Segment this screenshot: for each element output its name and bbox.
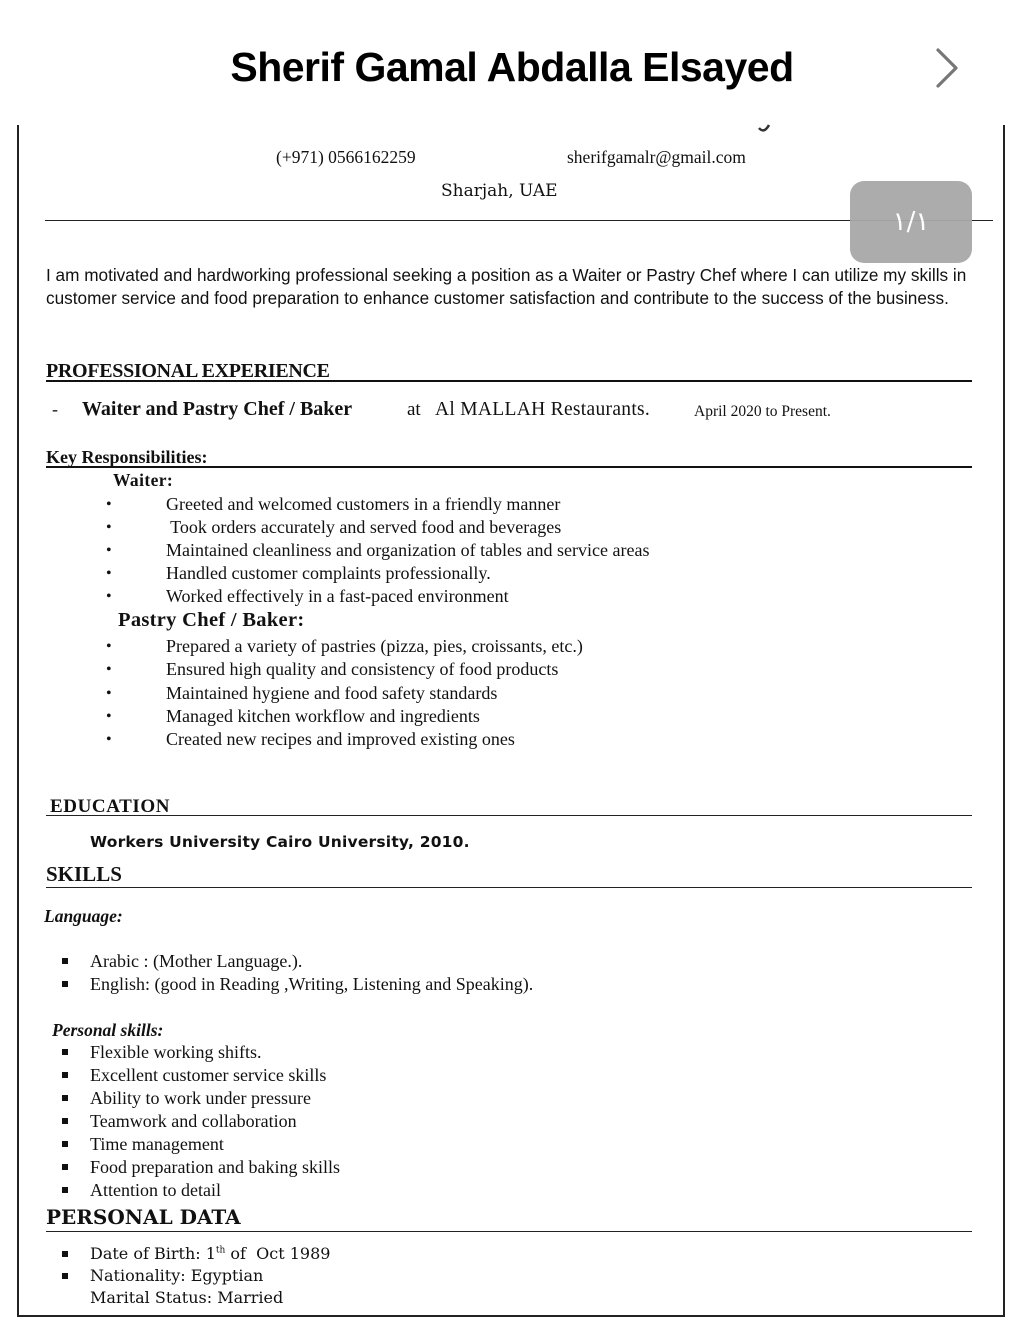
language-item: English: (good in Reading ,Writing, Listening and Speaking). xyxy=(90,974,534,994)
bullet: • xyxy=(106,685,112,702)
personal-skill-item: Flexible working shifts. xyxy=(90,1042,262,1062)
personal-skill-item: Teamwork and collaboration xyxy=(90,1111,297,1131)
responsibilities-heading: Key Responsibilities: xyxy=(46,447,208,467)
contact-email: sherifgamalr@gmail.com xyxy=(567,147,746,167)
personal-data-rule xyxy=(46,1231,972,1232)
cropped-glyph-icon xyxy=(756,124,772,134)
pastry-label: Pastry Chef / Baker: xyxy=(118,609,305,631)
personal-skill-item: Food preparation and baking skills xyxy=(90,1157,340,1177)
marital-status: Marital Status: Married xyxy=(90,1288,284,1307)
square-bullet xyxy=(62,1141,68,1147)
waiter-item: Handled customer complaints professionally. xyxy=(166,563,491,583)
personal-skill-item: Attention to detail xyxy=(90,1180,221,1200)
experience-company: Al MALLAH Restaurants. xyxy=(435,399,651,420)
personal-data-heading: PERSONAL DATA xyxy=(46,1205,241,1229)
document-title: Sherif Gamal Abdalla Elsayed xyxy=(230,44,794,90)
square-bullet xyxy=(62,1273,68,1279)
bullet: • xyxy=(106,731,112,748)
personal-skill-item: Excellent customer service skills xyxy=(90,1065,327,1085)
bullet: • xyxy=(106,708,112,725)
square-bullet xyxy=(62,1187,68,1193)
experience-heading: PROFESSIONAL EXPERIENCE xyxy=(46,360,330,382)
education-entry: Workers University Cairo University, 2010. xyxy=(90,833,470,851)
bullet: • xyxy=(106,496,112,513)
experience-period: April 2020 to Present. xyxy=(694,403,831,420)
page-indicator: ١/١ xyxy=(850,181,972,263)
waiter-item: Greeted and welcomed customers in a friendly manner xyxy=(166,494,561,514)
chevron-right-icon[interactable] xyxy=(926,44,966,92)
app-header xyxy=(0,0,1024,125)
date-of-birth xyxy=(90,1244,330,1263)
square-bullet xyxy=(62,1118,68,1124)
pastry-item: Managed kitchen workflow and ingredients xyxy=(166,706,480,726)
education-heading: EDUCATION xyxy=(50,796,171,817)
square-bullet xyxy=(62,1095,68,1101)
bullet: • xyxy=(106,661,112,678)
dob-prefix: Date of Birth: 1 xyxy=(90,1244,216,1263)
personal-skill-item: Time management xyxy=(90,1134,224,1154)
waiter-item: Worked effectively in a fast-paced environment xyxy=(166,586,509,606)
waiter-label: Waiter: xyxy=(113,470,174,490)
contact-phone: (+971) 0566162259 xyxy=(276,147,416,167)
bullet: • xyxy=(106,588,112,605)
personal-skill-item: Ability to work under pressure xyxy=(90,1088,311,1108)
skills-rule xyxy=(46,887,972,888)
square-bullet xyxy=(62,1164,68,1170)
waiter-item: Took orders accurately and served food and beverages xyxy=(166,517,562,537)
pastry-item: Created new recipes and improved existing ones xyxy=(166,729,515,749)
pastry-item: Maintained hygiene and food safety standards xyxy=(166,683,498,703)
summary-text: I am motivated and hardworking professional seeking a position as a Waiter or Pastry Chef where I can utilize my skills in customer service and food preparation to enhance customer satisfaction and contribute to the success of the business. xyxy=(46,265,967,308)
square-bullet xyxy=(62,958,68,964)
pastry-item: Ensured high quality and consistency of food products xyxy=(166,659,559,679)
experience-rule xyxy=(46,380,972,382)
skills-heading: SKILLS xyxy=(46,862,122,886)
bullet: • xyxy=(106,565,112,582)
personal-skills-label: Personal skills: xyxy=(52,1020,164,1040)
waiter-item: Maintained cleanliness and organization of tables and service areas xyxy=(166,540,650,560)
dob-suffix-sup: th xyxy=(215,1245,226,1256)
square-bullet xyxy=(62,1251,68,1257)
bullet: • xyxy=(106,542,112,559)
language-label: Language: xyxy=(44,906,123,926)
language-item: Arabic : (Mother Language.). xyxy=(90,951,303,971)
pastry-item: Prepared a variety of pastries (pizza, pies, croissants, etc.) xyxy=(166,636,583,656)
dob-suffix: of Oct 1989 xyxy=(225,1244,331,1263)
education-rule xyxy=(46,815,972,816)
square-bullet xyxy=(62,1049,68,1055)
square-bullet xyxy=(62,981,68,987)
bullet: • xyxy=(106,638,112,655)
experience-dash: - xyxy=(52,399,58,419)
square-bullet xyxy=(62,1072,68,1078)
contact-location: Sharjah, UAE xyxy=(441,181,558,201)
bullet: • xyxy=(106,519,112,536)
experience-at: at xyxy=(407,399,421,420)
experience-role: Waiter and Pastry Chef / Baker xyxy=(82,398,353,420)
responsibilities-rule xyxy=(46,466,972,468)
nationality: Nationality: Egyptian xyxy=(90,1266,264,1285)
